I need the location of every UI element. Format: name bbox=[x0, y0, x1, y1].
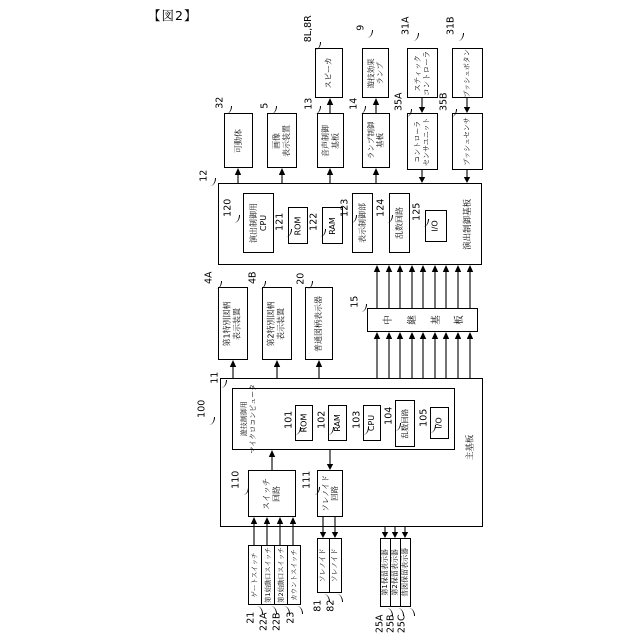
switch-circuit-label: スイッチ 回路 bbox=[262, 477, 281, 510]
ref-normal-symbol-display bbox=[295, 270, 307, 287]
ref-speaker-text: 8L,8R bbox=[302, 15, 314, 43]
relay-board-name: 中 継 基 板 bbox=[382, 315, 466, 325]
effect-cpu-label: 演出制御用 CPU bbox=[248, 203, 268, 243]
block-start-switch-2 bbox=[274, 545, 288, 605]
chip-display-control bbox=[352, 193, 373, 253]
microcomputer-label: 遊技制御用 マイクロコンピュータ bbox=[240, 384, 258, 454]
effect-io-label: I/O bbox=[430, 220, 440, 232]
ref-main-board-text: 11 bbox=[209, 371, 221, 384]
ref-switch-circuit bbox=[230, 466, 243, 493]
ref-image-display bbox=[260, 99, 271, 112]
ref-effect-io-text: 125 bbox=[411, 202, 423, 221]
ref-main-ram-text: 102 bbox=[316, 410, 328, 429]
ref-display-control bbox=[339, 194, 351, 221]
ref-solenoid-81 bbox=[312, 596, 324, 615]
ref-effect-random-circuit bbox=[375, 194, 387, 221]
ref-audio-control-board-text: 13 bbox=[303, 97, 315, 110]
solenoid-circuit-label: ソレノイド 回路 bbox=[320, 475, 339, 512]
ref-controller-sensor-unit-text: 35A bbox=[393, 92, 405, 111]
block-speaker bbox=[315, 48, 343, 98]
block-lamp-control-board bbox=[362, 113, 390, 168]
ref-microcomputer bbox=[196, 394, 209, 423]
ref-push-sensor bbox=[438, 88, 451, 115]
ref-effect-io bbox=[411, 198, 423, 225]
hold-display-1-label: 第1保留表示器 bbox=[381, 549, 390, 596]
ref-solenoid-82-text: 82 bbox=[325, 599, 337, 612]
ref-speaker bbox=[301, 10, 315, 48]
ref-push-button-text: 31B bbox=[445, 16, 457, 35]
ref-special-symbol-display-1 bbox=[203, 268, 216, 287]
block-stick-controller bbox=[407, 48, 438, 98]
ref-count-switch-text: 23 bbox=[285, 611, 297, 624]
conn-main-to-4B bbox=[274, 360, 280, 378]
ref-start-switch-1 bbox=[258, 608, 271, 635]
ref-special-symbol-display-1-text: 4A bbox=[203, 271, 215, 284]
conn-sensor35A-to-board12 bbox=[419, 170, 425, 183]
conn-main-to-holddisplays bbox=[382, 527, 408, 538]
speaker-label: スピーカ bbox=[324, 57, 333, 89]
ref-main-rom-text: 101 bbox=[283, 410, 295, 429]
ref-main-cpu bbox=[351, 406, 363, 433]
block-start-switch-1 bbox=[261, 545, 275, 605]
effect-control-board-name-box bbox=[456, 190, 480, 258]
ref-solenoid-circuit-text: 111 bbox=[301, 470, 313, 489]
ref-main-io bbox=[418, 404, 430, 431]
conn-push31B-to-sensor35B bbox=[464, 98, 470, 113]
conn-sensor35B-to-board12 bbox=[464, 170, 470, 183]
ref-display-control-text: 123 bbox=[339, 198, 351, 217]
ref-main-rom bbox=[283, 406, 295, 433]
ref-stick-controller bbox=[400, 12, 413, 39]
ref-gate-switch bbox=[245, 608, 257, 627]
ref-solenoid-circuit bbox=[301, 466, 314, 493]
ref-controller-sensor-unit bbox=[393, 88, 406, 115]
ref-main-io-text: 105 bbox=[418, 408, 430, 427]
conn-board12-to-lamp14 bbox=[373, 168, 379, 183]
conn-board12-to-audio13 bbox=[327, 168, 333, 183]
block-audio-control-board bbox=[317, 113, 344, 168]
main-io-label: I/O bbox=[434, 417, 444, 429]
ref-start-switch-2-text: 22B bbox=[271, 612, 283, 631]
audio-control-board-label: 音声制御 基板 bbox=[320, 124, 340, 157]
ref-hold-display-normal bbox=[396, 610, 409, 637]
ref-main-ram bbox=[316, 406, 328, 433]
chip-effect-io bbox=[425, 210, 447, 242]
ref-effect-cpu-text: 120 bbox=[222, 198, 234, 217]
ref-solenoid-81-text: 81 bbox=[312, 599, 324, 612]
normal-symbol-display-label: 普通図柄表示器 bbox=[314, 295, 323, 352]
ref-start-switch-1-text: 22A bbox=[258, 612, 270, 631]
ref-effect-lamp-text: 9 bbox=[355, 24, 367, 32]
ref-stick-controller-text: 31A bbox=[400, 16, 412, 35]
count-switch-label: カウントスイッチ bbox=[289, 549, 298, 601]
ref-lamp-control-board bbox=[348, 95, 360, 112]
ref-movable-body bbox=[214, 94, 226, 112]
ref-main-board bbox=[209, 369, 221, 386]
ref-start-switch-2 bbox=[271, 608, 284, 635]
conn-board12-to-movable32 bbox=[235, 168, 241, 183]
microcomputer-name-box bbox=[234, 384, 264, 454]
block-effect-lamp bbox=[362, 48, 389, 98]
chip-main-ram bbox=[328, 405, 347, 441]
block-solenoid-circuit bbox=[317, 470, 343, 517]
chip-effect-rom bbox=[288, 207, 308, 244]
ref-special-symbol-display-2 bbox=[247, 268, 260, 287]
hold-display-2-label: 第2保留表示器 bbox=[391, 549, 400, 596]
ref-main-cpu-text: 103 bbox=[351, 410, 363, 429]
ref-solenoid-82 bbox=[325, 596, 337, 615]
ref-normal-symbol-display-text: 20 bbox=[295, 272, 307, 285]
ref-relay-board bbox=[349, 293, 361, 310]
ref-push-sensor-text: 35B bbox=[438, 92, 450, 111]
ref-effect-rom-text: 121 bbox=[274, 212, 286, 231]
conn-audio13-to-speaker bbox=[327, 98, 333, 113]
ref-push-button bbox=[445, 12, 458, 39]
chip-main-cpu bbox=[363, 405, 381, 441]
block-image-display bbox=[267, 113, 297, 168]
block-solenoid-82 bbox=[329, 538, 342, 593]
image-display-label: 画像 表示装置 bbox=[272, 124, 291, 157]
figure-label: 【図2】 bbox=[148, 8, 198, 23]
display-control-label: 表示制御部 bbox=[357, 203, 367, 243]
ref-switch-circuit-text: 110 bbox=[230, 470, 242, 489]
main-cpu-label: CPU bbox=[367, 414, 377, 432]
movable-body-label: 可動体 bbox=[233, 128, 243, 153]
conn-main-to-20 bbox=[316, 360, 322, 378]
effect-lamp-label: 遊技効果 ランプ bbox=[366, 58, 385, 88]
ref-effect-lamp bbox=[355, 20, 367, 36]
block-push-sensor bbox=[452, 113, 483, 170]
main-ram-label: RAM bbox=[332, 414, 342, 432]
start-switch-1-label: 第1始動口スイッチ bbox=[263, 547, 272, 603]
push-button-label: プッシュボタン bbox=[463, 48, 472, 98]
chip-effect-cpu bbox=[243, 193, 274, 253]
chip-effect-random-circuit bbox=[389, 193, 410, 253]
ref-relay-board-text: 15 bbox=[349, 295, 361, 308]
main-random-circuit-label: 乱数回路 bbox=[400, 408, 410, 439]
ref-effect-control-board bbox=[198, 167, 210, 184]
ref-effect-cpu bbox=[222, 194, 234, 221]
ref-hold-display-2-text: 25B bbox=[385, 614, 397, 633]
ref-main-random-circuit bbox=[383, 402, 395, 429]
ref-microcomputer-text: 100 bbox=[196, 399, 208, 418]
effect-rom-label: ROM bbox=[293, 216, 303, 235]
lamp-control-board-label: ランプ制御 基板 bbox=[366, 121, 385, 160]
ref-gate-switch-text: 21 bbox=[245, 611, 257, 624]
conn-main-to-4A bbox=[230, 360, 236, 378]
block-special-symbol-display-2 bbox=[262, 287, 292, 360]
ref-image-display-text: 5 bbox=[259, 102, 271, 109]
effect-ram-label: RAM bbox=[327, 216, 337, 235]
hold-display-normal-label: 普図保留表示器 bbox=[401, 548, 410, 597]
controller-sensor-unit-label: コントローラ センサユニット bbox=[413, 117, 431, 166]
ref-effect-ram bbox=[308, 208, 320, 235]
main-rom-label: ROM bbox=[299, 413, 309, 433]
ref-lamp-control-board-text: 14 bbox=[348, 97, 360, 110]
conn-lamp14-to-effectlamp9 bbox=[373, 98, 379, 113]
conn-board12-to-display5 bbox=[279, 168, 285, 183]
effect-random-circuit-label: 乱数回路 bbox=[394, 207, 404, 239]
ref-hold-display-1-text: 25A bbox=[374, 614, 386, 633]
special-symbol-display-1-label: 第1特別図柄 表示装置 bbox=[223, 300, 242, 347]
chip-main-rom bbox=[295, 405, 313, 441]
main-board-name-box bbox=[460, 428, 482, 466]
effect-control-board-name: 演出制御基板 bbox=[462, 198, 473, 250]
main-board-name: 主基板 bbox=[465, 434, 476, 460]
block-normal-symbol-display bbox=[305, 287, 333, 360]
ref-special-symbol-display-2-text: 4B bbox=[247, 271, 259, 284]
push-sensor-label: プッシュセンサ bbox=[463, 117, 472, 166]
ref-effect-random-circuit-text: 124 bbox=[375, 198, 387, 217]
block-hold-display-normal bbox=[400, 538, 411, 607]
block-push-button bbox=[452, 48, 483, 98]
ref-hold-display-normal-text: 25C bbox=[396, 614, 408, 633]
ref-effect-rom bbox=[274, 208, 286, 235]
ref-audio-control-board bbox=[303, 95, 315, 112]
block-controller-sensor-unit bbox=[407, 113, 438, 170]
ref-effect-control-board-text: 12 bbox=[198, 169, 210, 182]
block-special-symbol-display-1 bbox=[218, 287, 248, 360]
ref-effect-ram-text: 122 bbox=[308, 212, 320, 231]
block-count-switch bbox=[287, 545, 301, 605]
conn-stick31A-to-sensor35A bbox=[419, 98, 425, 113]
block-switch-circuit bbox=[248, 470, 296, 517]
special-symbol-display-2-label: 第2特別図柄 表示装置 bbox=[267, 300, 286, 347]
ref-count-switch bbox=[285, 608, 297, 627]
block-movable-body bbox=[224, 113, 253, 168]
solenoid-81-label: ソレノイド bbox=[319, 548, 328, 583]
stick-controller-label: スティック コントローラ bbox=[413, 50, 432, 96]
relay-board bbox=[367, 308, 478, 332]
ref-main-random-circuit-text: 104 bbox=[383, 406, 395, 425]
ref-movable-body-text: 32 bbox=[214, 96, 226, 110]
block-gate-switch bbox=[248, 545, 262, 605]
gate-switch-label: ゲートスイッチ bbox=[250, 552, 259, 598]
start-switch-2-label: 第2始動口スイッチ bbox=[276, 547, 285, 603]
solenoid-82-label: ソレノイド bbox=[331, 548, 340, 583]
chip-main-io bbox=[430, 407, 449, 439]
